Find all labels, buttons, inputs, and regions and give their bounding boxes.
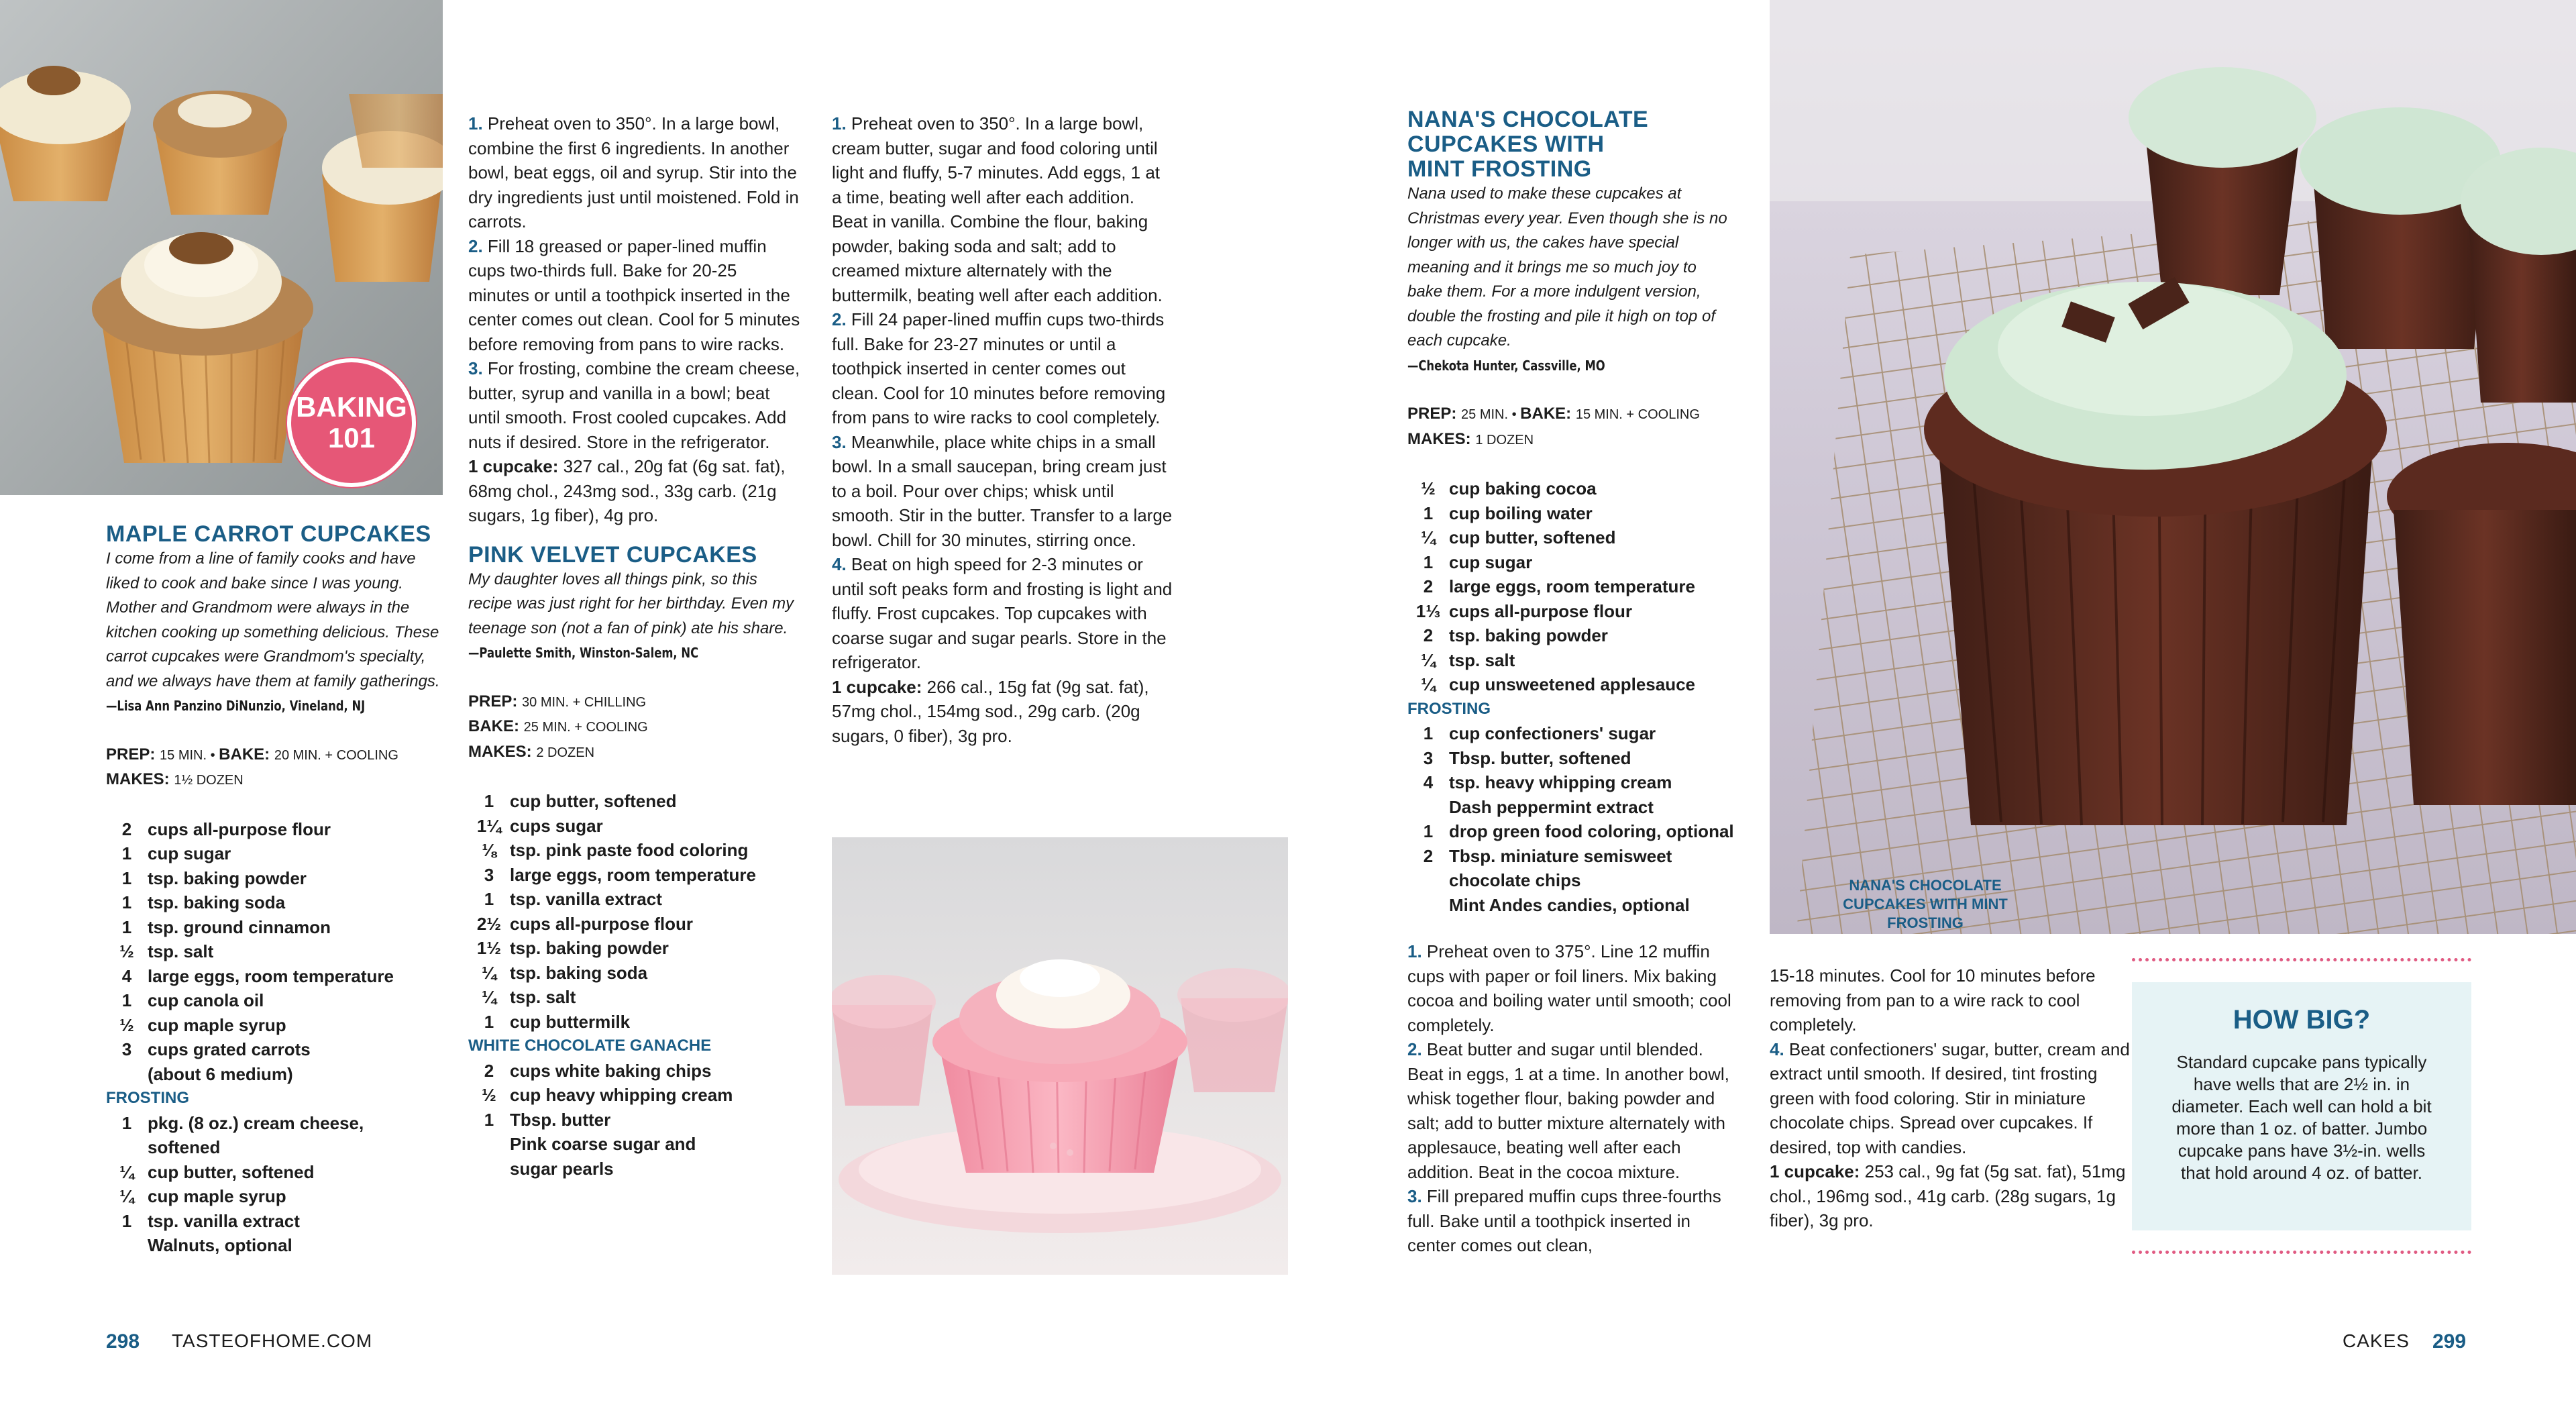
maple-recipe-header bbox=[106, 522, 441, 1258]
nana-step bbox=[1407, 1184, 1743, 1258]
ingredient-quantity: 1 bbox=[1423, 551, 1434, 572]
nana-credit: —Chekota Hunter, Cassville, MO bbox=[1407, 357, 1605, 374]
ingredient-text: sugar pearls bbox=[510, 1158, 614, 1179]
ingredient-quantity: 1 bbox=[121, 1210, 132, 1231]
ingredient-text: tsp. baking powder bbox=[1449, 625, 1608, 645]
pink-step bbox=[832, 111, 1174, 307]
maple-nutrition: 1 cupcake: 327 cal., 20g fat (6g sat. fat), 68mg chol., 243mg sod., 33g carb. (21g sugars, 1g fiber), 4g pro. bbox=[468, 456, 786, 525]
ingredient-text: tsp. salt bbox=[510, 987, 576, 1007]
pink-ganache-heading: WHITE CHOCOLATE GANACHE bbox=[468, 1037, 712, 1055]
ingredient-quantity bbox=[106, 1233, 148, 1258]
ingredient-quantity: ½ bbox=[119, 941, 134, 961]
ingredient-quantity: 1 bbox=[121, 843, 132, 863]
badge-line-2: 101 bbox=[327, 422, 376, 454]
pink-ingredient bbox=[468, 887, 802, 912]
ingredient-text: cup maple syrup bbox=[148, 1186, 286, 1206]
pink-ingredient bbox=[468, 961, 802, 986]
ingredient-text: tsp. heavy whipping cream bbox=[1449, 772, 1672, 792]
right-page-number: 299 bbox=[2432, 1330, 2467, 1353]
ingredient-quantity bbox=[1407, 893, 1449, 918]
ingredient-quantity: ½ bbox=[1421, 478, 1436, 498]
maple-intro: I come from a line of family cooks and have liked to cook and bake since I was young. Mother and Grandmom were always in the kitchen cooking up something delicious. These carrot cupcakes were Grandmom's specialty, and we always have them at family gatherings. bbox=[106, 549, 440, 690]
ingredient-text: pkg. (8 oz.) cream cheese, bbox=[148, 1112, 364, 1133]
ingredient-quantity: 1 bbox=[484, 889, 494, 909]
nana-ingredient bbox=[1407, 525, 1783, 550]
ingredient-text: cups all-purpose flour bbox=[1449, 600, 1633, 621]
ingredient-text: cup sugar bbox=[1449, 551, 1533, 572]
ingredient-quantity: 2 bbox=[1423, 845, 1434, 866]
nana-frosting-ingredient bbox=[1407, 844, 1783, 869]
ingredient-text: cup maple syrup bbox=[148, 1014, 286, 1035]
pink-step bbox=[832, 430, 1174, 553]
ingredient-text: cups all-purpose flour bbox=[148, 819, 331, 839]
nana-ingredient bbox=[1407, 599, 1783, 624]
maple-frosting-heading: FROSTING bbox=[106, 1089, 189, 1107]
ingredient-text: cup butter, softened bbox=[1449, 527, 1616, 547]
maple-frosting-ingredient bbox=[106, 1184, 441, 1209]
ingredient-text: large eggs, room temperature bbox=[510, 864, 756, 885]
ingredient-text: cups grated carrots bbox=[148, 1039, 311, 1059]
nana-step bbox=[1407, 939, 1743, 1037]
pink-nutrition: 1 cupcake: 266 cal., 15g fat (9g sat. fat), 57mg chol., 154mg sod., 29g carb. (20g sugars, 0 fiber), 3g pro. bbox=[832, 676, 1149, 746]
step-text: For frosting, combine the cream cheese, butter, syrup and vanilla in a bowl; beat until smooth. Frost cooled cupcakes. Add nuts if desired. Store in the refrigerator. bbox=[468, 358, 800, 452]
step-number: 4. bbox=[832, 554, 847, 574]
nana-frosting-ingredient bbox=[1407, 893, 1783, 918]
ingredient-quantity: ¼ bbox=[119, 1161, 134, 1182]
ingredient-text: cup unsweetened applesauce bbox=[1449, 674, 1696, 694]
step-text: Preheat oven to 375°. Line 12 muffin cups with paper or foil liners. Mix baking cocoa and boiling water until smooth; cool completely. bbox=[1407, 941, 1731, 1035]
maple-ingredient bbox=[106, 890, 441, 915]
pink-ganache-ingredient bbox=[468, 1059, 802, 1084]
nana-step-3-continued: 15-18 minutes. Cool for 10 minutes before removing from pan to a wire rack to cool completely. bbox=[1770, 965, 2096, 1035]
ingredient-quantity: 1 bbox=[484, 1109, 494, 1130]
pink-ingredients bbox=[468, 789, 802, 1034]
nana-frosting-ingredient bbox=[1407, 770, 1783, 795]
pink-intro: My daughter loves all things pink, so this recipe was just right for her birthday. Even my teenage son (not a fan of pink) ate his share. bbox=[468, 570, 794, 637]
ingredient-text: tsp. ground cinnamon bbox=[148, 916, 331, 937]
ingredient-text: softened bbox=[148, 1137, 221, 1157]
ingredient-quantity: 2½ bbox=[476, 913, 502, 934]
step-text: Fill 18 greased or paper-lined muffin cups two-thirds full. Bake for 20-25 minutes or until a toothpick inserted in the center comes out clean. Cool for 5 minutes before removing from pans to wire racks. bbox=[468, 235, 800, 354]
left-page-number: 298 bbox=[106, 1330, 140, 1353]
ingredient-quantity: ¼ bbox=[119, 1186, 134, 1206]
ingredient-text: Tbsp. butter bbox=[510, 1109, 611, 1130]
maple-ingredient bbox=[106, 1062, 441, 1087]
step-text: Beat confectioners' sugar, butter, cream and extract until smooth. If desired, tint frosting green with food coloring. Stir in miniature chocolate chips. Spread over cupcakes. If desired, top with candies. bbox=[1770, 1039, 2130, 1157]
nana-ingredient bbox=[1407, 550, 1783, 575]
ingredient-quantity: 1 bbox=[121, 867, 132, 888]
maple-title: MAPLE CARROT CUPCAKES bbox=[106, 521, 431, 547]
ingredient-quantity bbox=[106, 1135, 148, 1160]
pink-ingredient bbox=[468, 912, 802, 937]
pink-ganache-ingredients bbox=[468, 1059, 802, 1181]
nana-ingredient bbox=[1407, 574, 1783, 599]
nana-directions-b bbox=[1770, 963, 2132, 1233]
pink-ingredient bbox=[468, 838, 802, 863]
step-text: Fill 24 paper-lined muffin cups two-thirds full. Bake for 23-27 minutes or until a toothpick inserted in center comes out clean. Cool for 10 minutes before removing from pans to wire racks to cool completely. bbox=[832, 309, 1166, 427]
ingredient-text: tsp. baking powder bbox=[148, 867, 307, 888]
ingredient-text: Tbsp. butter, softened bbox=[1449, 747, 1631, 768]
ingredient-text: cup butter, softened bbox=[510, 791, 677, 811]
ingredient-quantity: ¼ bbox=[482, 962, 496, 983]
step-number: 3. bbox=[468, 358, 483, 378]
maple-ingredient bbox=[106, 1013, 441, 1038]
maple-ingredient bbox=[106, 939, 441, 964]
maple-frosting-ingredient bbox=[106, 1160, 441, 1185]
ingredient-text: cup confectioners' sugar bbox=[1449, 723, 1656, 743]
ingredient-text: (about 6 medium) bbox=[148, 1063, 293, 1084]
maple-makes: MAKES: 1½ DOZEN bbox=[106, 770, 244, 788]
maple-ingredient bbox=[106, 964, 441, 989]
step-text: Meanwhile, place white chips in a small bowl. In a small saucepan, bring cream just to a boil. Pour over chips; whisk until smooth. Stir in the butter. Transfer to a large bowl. Chill for 30 minutes, stirring once. bbox=[832, 431, 1173, 550]
step-number: 1. bbox=[1407, 941, 1422, 961]
ingredient-quantity: ¼ bbox=[1421, 674, 1436, 694]
pink-step bbox=[832, 552, 1174, 675]
ingredient-text: cups white baking chips bbox=[510, 1060, 712, 1081]
chocolate-mint-photo-caption: NANA'S CHOCOLATE CUPCAKES WITH MINT FROSTING bbox=[1843, 877, 2008, 931]
ingredient-quantity: 4 bbox=[121, 965, 132, 986]
ingredient-quantity: 1 bbox=[121, 1112, 132, 1133]
how-big-text: Standard cupcake pans typically have wells that are 2½ in. in diameter. Each well can hold a bit more than 1 oz. of batter. Jumbo cupcake pans have 3½-in. wells that hold around 4 oz. of batter. bbox=[2171, 1052, 2432, 1183]
ingredient-quantity bbox=[468, 1157, 510, 1181]
how-big-title: HOW BIG? bbox=[2233, 1005, 2371, 1035]
baking-101-badge bbox=[287, 358, 416, 487]
ingredient-text: tsp. salt bbox=[1449, 649, 1515, 670]
step-number: 4. bbox=[1770, 1039, 1784, 1059]
right-footer-section: CAKES bbox=[2343, 1330, 2410, 1351]
ingredient-quantity bbox=[1407, 795, 1449, 820]
maple-ingredient bbox=[106, 841, 441, 866]
how-big-box bbox=[2132, 982, 2471, 1230]
maple-frosting-ingredient bbox=[106, 1135, 441, 1160]
nana-ingredient bbox=[1407, 648, 1783, 673]
pink-credit: —Paulette Smith, Winston-Salem, NC bbox=[468, 645, 699, 661]
nana-prep-bake: PREP: 25 MIN. • BAKE: 15 MIN. + COOLING bbox=[1407, 405, 1700, 423]
ingredient-text: cup baking cocoa bbox=[1449, 478, 1597, 498]
step-text: Preheat oven to 350°. In a large bowl, cream butter, sugar and food coloring until light and fluffy, 5-7 minutes. Add eggs, 1 at a time, beating well after each addition. Beat in vanilla. Combine the flour, baking powder, baking soda and salt; add to creamed mixture alternately with the buttermilk, beating well after each addition. bbox=[832, 113, 1163, 305]
ingredient-quantity bbox=[468, 1132, 510, 1157]
ingredient-quantity: 1 bbox=[121, 892, 132, 912]
nana-makes: MAKES: 1 DOZEN bbox=[1407, 429, 1534, 448]
maple-prep-bake: PREP: 15 MIN. • BAKE: 20 MIN. + COOLING bbox=[106, 745, 398, 763]
ingredient-quantity: ½ bbox=[482, 1085, 496, 1105]
nana-frosting-ingredient bbox=[1407, 746, 1783, 771]
step-number: 2. bbox=[832, 309, 847, 329]
ingredient-quantity: 1 bbox=[484, 791, 494, 811]
pink-title: PINK VELVET CUPCAKES bbox=[468, 541, 757, 568]
badge-line-1: BAKING bbox=[296, 391, 407, 423]
nana-frosting-heading: FROSTING bbox=[1407, 699, 1491, 718]
ingredient-text: tsp. baking soda bbox=[148, 892, 286, 912]
nana-ingredient bbox=[1407, 672, 1783, 697]
maple-ingredients bbox=[106, 817, 441, 1087]
ingredient-text: chocolate chips bbox=[1449, 870, 1581, 890]
nana-title: NANA'S CHOCOLATE CUPCAKES WITH MINT FROSTING bbox=[1407, 107, 1649, 182]
ingredient-text: tsp. baking powder bbox=[510, 938, 669, 958]
ingredient-quantity: 3 bbox=[121, 1039, 132, 1059]
nana-ingredient bbox=[1407, 501, 1783, 526]
pink-ganache-ingredient bbox=[468, 1132, 802, 1157]
ingredient-text: Pink coarse sugar and bbox=[510, 1134, 696, 1154]
maple-frosting-ingredients bbox=[106, 1111, 441, 1258]
ingredient-quantity: ¼ bbox=[1421, 527, 1436, 547]
maple-credit: —Lisa Ann Panzino DiNunzio, Vineland, NJ bbox=[106, 698, 366, 714]
pink-ingredient bbox=[468, 936, 802, 961]
step-text: Preheat oven to 350°. In a large bowl, combine the first 6 ingredients. In another bowl, beat eggs, oil and syrup. Stir into the dry ingredients just until moistened. Fold in carrots. bbox=[468, 113, 799, 231]
ingredient-text: tsp. pink paste food coloring bbox=[510, 840, 749, 860]
maple-step bbox=[468, 356, 802, 454]
pink-ganache-ingredient bbox=[468, 1157, 802, 1181]
ingredient-text: tsp. salt bbox=[148, 941, 214, 961]
ingredient-quantity: ⅛ bbox=[482, 840, 496, 860]
pink-ingredient bbox=[468, 1010, 802, 1035]
ingredient-text: Walnuts, optional bbox=[148, 1235, 292, 1255]
maple-step bbox=[468, 234, 802, 357]
ingredient-quantity: 1 bbox=[121, 916, 132, 937]
ingredient-quantity: 4 bbox=[1423, 772, 1434, 792]
nana-ingredient bbox=[1407, 623, 1783, 648]
ingredient-quantity: ¼ bbox=[1421, 649, 1436, 670]
ingredient-text: Dash peppermint extract bbox=[1449, 796, 1654, 817]
step-text: Beat on high speed for 2-3 minutes or until soft peaks form and frosting is light and fluffy. Frost cupcakes. Top cupcakes with coarse sugar and sugar pearls. Store in the refrigerator. bbox=[832, 554, 1173, 672]
pink-ingredient bbox=[468, 789, 802, 814]
ingredient-text: tsp. vanilla extract bbox=[510, 889, 662, 909]
ingredient-text: Mint Andes candies, optional bbox=[1449, 894, 1690, 915]
pink-ingredient bbox=[468, 863, 802, 888]
ingredient-quantity: 1 bbox=[1423, 503, 1434, 523]
ingredient-quantity: ¼ bbox=[482, 987, 496, 1007]
nana-ingredients bbox=[1407, 476, 1783, 697]
ingredient-text: cup boiling water bbox=[1449, 503, 1593, 523]
ingredient-text: cup sugar bbox=[148, 843, 231, 863]
ingredient-quantity: 1 bbox=[484, 1011, 494, 1032]
nana-frosting-ingredient bbox=[1407, 795, 1783, 820]
ingredient-text: cup butter, softened bbox=[148, 1161, 315, 1182]
ingredient-quantity bbox=[1407, 868, 1449, 893]
pink-ganache-ingredient bbox=[468, 1083, 802, 1108]
step-text: Beat butter and sugar until blended. Beat in eggs, 1 at a time. In another bowl, whisk together flour, baking powder and salt; add to butter mixture alternately with applesauce, beating well after each addition. Beat in the cocoa mixture. bbox=[1407, 1039, 1729, 1182]
pink-ingredient bbox=[468, 814, 802, 839]
nana-step bbox=[1770, 1037, 2132, 1160]
step-number: 2. bbox=[1407, 1039, 1422, 1059]
maple-frosting-ingredient bbox=[106, 1209, 441, 1234]
pink-ganache-ingredient bbox=[468, 1108, 802, 1132]
nana-frosting-ingredients bbox=[1407, 721, 1783, 917]
ingredient-quantity: 1 bbox=[1423, 821, 1434, 841]
ingredient-quantity: 2 bbox=[1423, 576, 1434, 596]
nana-frosting-ingredient bbox=[1407, 819, 1783, 844]
ingredient-quantity: ½ bbox=[119, 1014, 134, 1035]
pink-bake: BAKE: 25 MIN. + COOLING bbox=[468, 717, 648, 735]
ingredient-text: tsp. vanilla extract bbox=[148, 1210, 300, 1231]
maple-directions bbox=[468, 111, 802, 1181]
maple-ingredient bbox=[106, 988, 441, 1013]
ingredient-text: drop green food coloring, optional bbox=[1449, 821, 1734, 841]
pink-velvet-photo bbox=[832, 837, 1288, 1275]
ingredient-quantity: 1½ bbox=[476, 938, 502, 958]
pink-directions bbox=[832, 111, 1174, 748]
ingredient-quantity: 3 bbox=[1423, 747, 1434, 768]
how-big-bottom-dots bbox=[2132, 1251, 2471, 1254]
nana-recipe-header bbox=[1407, 107, 1783, 917]
how-big-top-dots bbox=[2132, 958, 2471, 961]
step-number: 3. bbox=[832, 431, 847, 452]
ingredient-text: cup buttermilk bbox=[510, 1011, 631, 1032]
maple-frosting-ingredient bbox=[106, 1233, 441, 1258]
pink-makes: MAKES: 2 DOZEN bbox=[468, 742, 595, 761]
ingredient-text: cups all-purpose flour bbox=[510, 913, 694, 934]
left-footer-site: TASTEOFHOME.COM bbox=[172, 1330, 373, 1351]
ingredient-quantity: 1 bbox=[121, 990, 132, 1010]
step-number: 1. bbox=[832, 113, 847, 134]
ingredient-text: large eggs, room temperature bbox=[1449, 576, 1695, 596]
maple-frosting-ingredient bbox=[106, 1111, 441, 1136]
ingredient-quantity: 1⅓ bbox=[1415, 600, 1441, 621]
step-number: 3. bbox=[1407, 1186, 1422, 1206]
ingredient-quantity: 2 bbox=[1423, 625, 1434, 645]
nana-step bbox=[1407, 1037, 1743, 1184]
step-number: 2. bbox=[468, 235, 483, 256]
pink-step bbox=[832, 307, 1174, 430]
maple-step bbox=[468, 111, 802, 234]
step-text: Fill prepared muffin cups three-fourths full. Bake until a toothpick inserted in center comes out clean, bbox=[1407, 1186, 1721, 1255]
nana-intro: Nana used to make these cupcakes at Christmas every year. Even though she is no longer with us, the cakes have special meaning and it brings me so much joy to bake them. For a more indulgent version, double the frosting and pile it high on top of each cupcake. bbox=[1407, 184, 1727, 350]
nana-ingredient bbox=[1407, 476, 1783, 501]
maple-ingredient bbox=[106, 817, 441, 842]
ingredient-quantity: 2 bbox=[121, 819, 132, 839]
nana-nutrition: 1 cupcake: 253 cal., 9g fat (5g sat. fat), 51mg chol., 196mg sod., 41g carb. (28g sugars, 1g fiber), 3g pro. bbox=[1770, 1161, 2126, 1230]
nana-frosting-ingredient bbox=[1407, 868, 1783, 893]
ingredient-quantity: 1¼ bbox=[476, 815, 502, 836]
step-number: 1. bbox=[468, 113, 483, 134]
maple-ingredient bbox=[106, 1037, 441, 1062]
ingredient-quantity bbox=[106, 1062, 148, 1087]
ingredient-text: tsp. baking soda bbox=[510, 962, 648, 983]
maple-ingredient bbox=[106, 866, 441, 891]
maple-ingredient bbox=[106, 915, 441, 940]
nana-directions-a bbox=[1407, 939, 1743, 1258]
chocolate-mint-photo bbox=[1770, 0, 2576, 934]
pink-prep: PREP: 30 MIN. + CHILLING bbox=[468, 692, 647, 710]
ingredient-quantity: 3 bbox=[484, 864, 494, 885]
ingredient-quantity: 1 bbox=[1423, 723, 1434, 743]
ingredient-quantity: 2 bbox=[484, 1060, 494, 1081]
ingredient-text: Tbsp. miniature semisweet bbox=[1449, 845, 1672, 866]
pink-ingredient bbox=[468, 985, 802, 1010]
ingredient-text: large eggs, room temperature bbox=[148, 965, 394, 986]
ingredient-text: cups sugar bbox=[510, 815, 603, 836]
nana-frosting-ingredient bbox=[1407, 721, 1783, 746]
ingredient-text: cup canola oil bbox=[148, 990, 264, 1010]
ingredient-text: cup heavy whipping cream bbox=[510, 1085, 733, 1105]
